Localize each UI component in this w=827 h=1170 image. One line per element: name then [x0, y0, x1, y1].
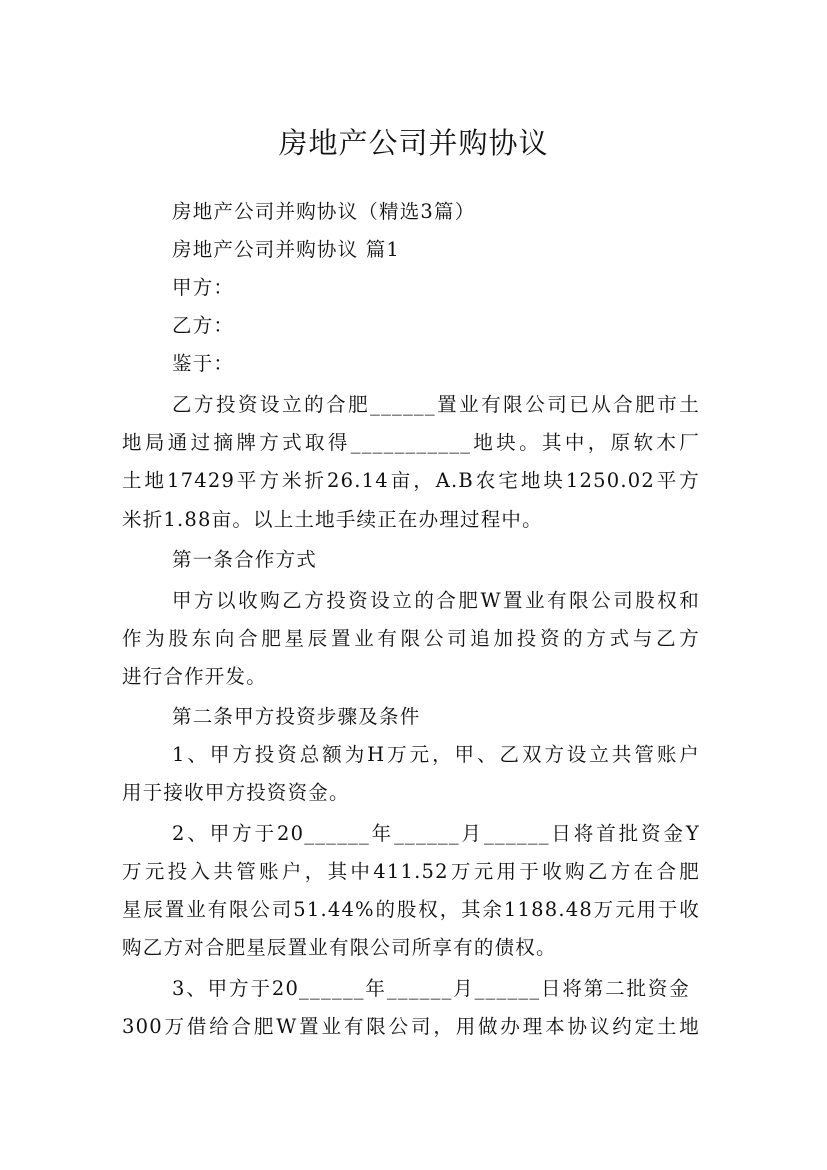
paragraph-line: 地局通过摘牌方式取得___________地块。其中，原软木厂 — [122, 431, 700, 454]
paragraph-line: 用于接收甲方投资资金。 — [122, 781, 350, 804]
paragraph-line: 进行合作开发。 — [122, 665, 267, 688]
paragraph-line: 300万借给合肥W置业有限公司，用做办理本协议约定土地 — [122, 1015, 700, 1038]
subtitle-selection: 房地产公司并购协议（精选3篇） — [172, 200, 476, 223]
section-heading-part1: 房地产公司并购协议 篇1 — [172, 238, 401, 261]
paragraph-line: 星辰置业有限公司51.44%的股权，其余1188.48万元用于收 — [122, 898, 700, 921]
party-a-label: 甲方： — [172, 276, 235, 299]
paragraph-line: 乙方投资设立的合肥______置业有限公司已从合肥市土 — [172, 393, 700, 416]
paragraph-line: 3、甲方于20______年______月______日将第二批资金 — [172, 977, 690, 1000]
paragraph-line: 2、甲方于20______年______月______日将首批资金Y — [172, 822, 700, 845]
paragraph-line: 1、甲方投资总额为H万元，甲、乙双方设立共管账户 — [172, 743, 700, 766]
article-heading: 第二条甲方投资步骤及条件 — [172, 705, 421, 728]
document-title: 房地产公司并购协议 — [278, 126, 549, 161]
article-heading: 第一条合作方式 — [172, 548, 317, 571]
paragraph-line: 购乙方对合肥星辰置业有限公司所享有的债权。 — [122, 936, 557, 959]
paragraph-line: 万元投入共管账户，其中411.52万元用于收购乙方在合肥 — [122, 860, 700, 883]
paragraph-line: 甲方以收购乙方投资设立的合肥W置业有限公司股权和 — [172, 589, 700, 612]
paragraph-line: 作为股东向合肥星辰置业有限公司追加投资的方式与乙方 — [122, 627, 700, 650]
paragraph-line: 土地17429平方米折26.14亩，A.B农宅地块1250.02平方 — [122, 469, 700, 492]
paragraph-line: 米折1.88亩。以上土地手续正在办理过程中。 — [122, 508, 543, 531]
party-b-label: 乙方： — [172, 314, 235, 337]
whereas-label: 鉴于： — [172, 352, 235, 375]
